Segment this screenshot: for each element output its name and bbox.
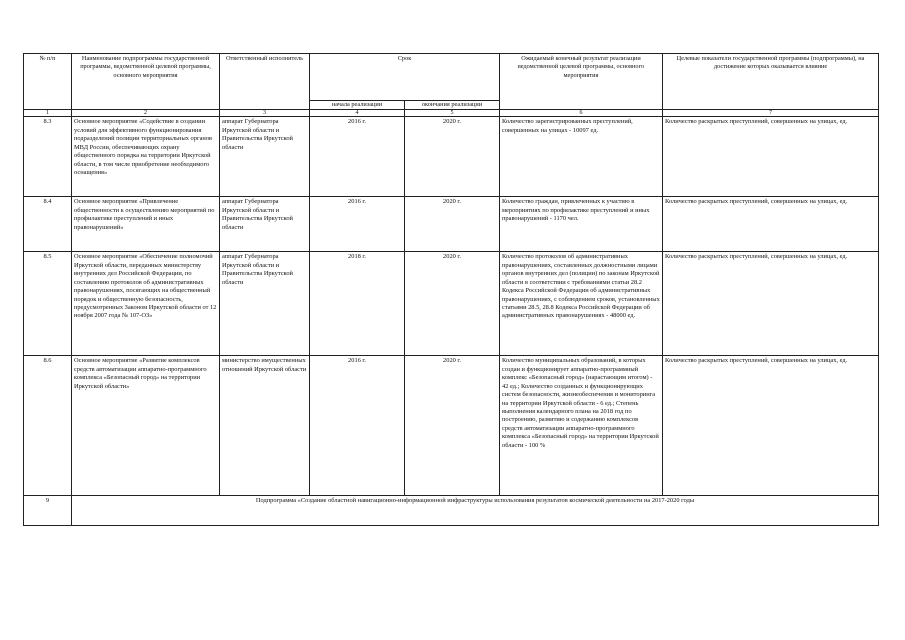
row-targets: Количество раскрытых преступлений, совершенных на улицах, ед. [663, 197, 879, 252]
header-responsible: Ответственный исполнитель [220, 54, 310, 110]
row-start-year: 2016 г. [310, 197, 405, 252]
row-start-year: 2018 г. [310, 252, 405, 356]
row-number: 8.5 [24, 252, 72, 356]
row-responsible: аппарат Губернатора Иркутской области и Правительства Иркутской области [220, 117, 310, 197]
header-term-start: начала реализации [310, 101, 405, 110]
row-responsible: аппарат Губернатора Иркутской области и Правительства Иркутской области [220, 252, 310, 356]
row-responsible: министерство имущественных отношений Иркутской области [220, 356, 310, 496]
column-number: 4 [310, 110, 405, 117]
header-result: Ожидаемый конечный результат реализации ведомственной целевой программы, основного мероприятия [500, 54, 663, 110]
table-row [24, 356, 879, 496]
row-name: Основное мероприятие «Содействие в создании условий для эффективного функционирования подразделений полиции территориальных органов МВД России, обеспечивающих охрану общественного порядка на территории Иркутской области, в том числе приобретение необходимого оснащения» [72, 117, 220, 197]
row-targets: Количество раскрытых преступлений, совершенных на улицах, ед. [663, 252, 879, 356]
column-number: 5 [405, 110, 500, 117]
column-number: 1 [24, 110, 72, 117]
row-targets: Количество раскрытых преступлений, совершенных на улицах, ед. [663, 117, 879, 197]
column-number: 7 [663, 110, 879, 117]
column-number: 6 [500, 110, 663, 117]
row-start-year: 2016 г. [310, 356, 405, 496]
subprogram-number: 9 [24, 496, 72, 526]
header-term-end: окончания реализации [405, 101, 500, 110]
row-start-year: 2016 г. [310, 117, 405, 197]
row-number: 8.4 [24, 197, 72, 252]
row-name: Основное мероприятие «Привлечение общественности к осуществлению мероприятий по профилактике преступлений и иных правонарушений» [72, 197, 220, 252]
table-row [24, 117, 879, 197]
table-row [24, 252, 879, 356]
header-targets: Целевые показатели государственной программы (подпрограммы), на достижение которых оказывается влияние [663, 54, 879, 110]
row-targets: Количество раскрытых преступлений, совершенных на улицах, ед. [663, 356, 879, 496]
program-table [23, 53, 879, 526]
table-row [24, 197, 879, 252]
row-number: 8.3 [24, 117, 72, 197]
row-result: Количество граждан, привлеченных к участию в мероприятиях по профилактике преступлений и иных правонарушений - 1170 чел. [500, 197, 663, 252]
row-name: Основное мероприятие «Обеспечение полномочий Иркутской области, переданных министерству внутренних дел Российской Федерации, по составлению протоколов об административных правонарушениях, посягающих на общественный порядок и общественную безопасность, предусмотренных Законом Иркутской области от 12 ноября 2007 года № 107-ОЗ» [72, 252, 220, 356]
column-number: 3 [220, 110, 310, 117]
column-number-row [24, 110, 879, 117]
row-result: Количество зарегистрированных преступлений, совершенных на улицах - 10097 ед. [500, 117, 663, 197]
header-row [24, 54, 879, 101]
row-end-year: 2020 г. [405, 197, 500, 252]
column-number: 2 [72, 110, 220, 117]
row-name: Основное мероприятие «Развитие комплексов средств автоматизации аппаратно-программного комплекса «Безопасный город» на территории Иркутской области» [72, 356, 220, 496]
subprogram-title: Подпрограмма «Создание областной навигационно-информационной инфраструктуры использования результатов космической деятельности на 2017-2020 годы [72, 496, 879, 526]
subprogram-row [24, 496, 879, 526]
header-name: Наименование подпрограммы государственной программы, ведомственной целевой программы, основного мероприятия [72, 54, 220, 110]
row-number: 8.6 [24, 356, 72, 496]
header-term: Срок [310, 54, 500, 101]
row-result: Количество протоколов об административных правонарушениях, составленных должностными лицами органов внутренних дел (полиции) по законам Иркутской области в соответствии с требованиями статьи 28.2 Кодекса Российской Федерации об административных правонарушениях, с соблюдением сроков, установленных статьями 28.5, 28.8 Кодекса Российской Федерации об административных правонарушениях - 48000 ед. [500, 252, 663, 356]
row-result: Количество муниципальных образований, в которых создан и функционирует аппаратно-программный комплекс «Безопасный город» (нарастающим итогом) - 42 ед.; Количество созданных и функционирующих систем безопасности, жизнеобеспечения и мониторинга на территории Иркутской области - 6 ед.; Степень выполнения календарного плана на 2018 год по построению, развитию и содержанию комплексов средств автоматизации аппаратно-программного комплекса «Безопасный город» на территории Иркутской области - 100 % [500, 356, 663, 496]
row-responsible: аппарат Губернатора Иркутской области и Правительства Иркутской области [220, 197, 310, 252]
row-end-year: 2020 г. [405, 252, 500, 356]
row-end-year: 2020 г. [405, 356, 500, 496]
header-num: № п/п [24, 54, 72, 110]
row-end-year: 2020 г. [405, 117, 500, 197]
